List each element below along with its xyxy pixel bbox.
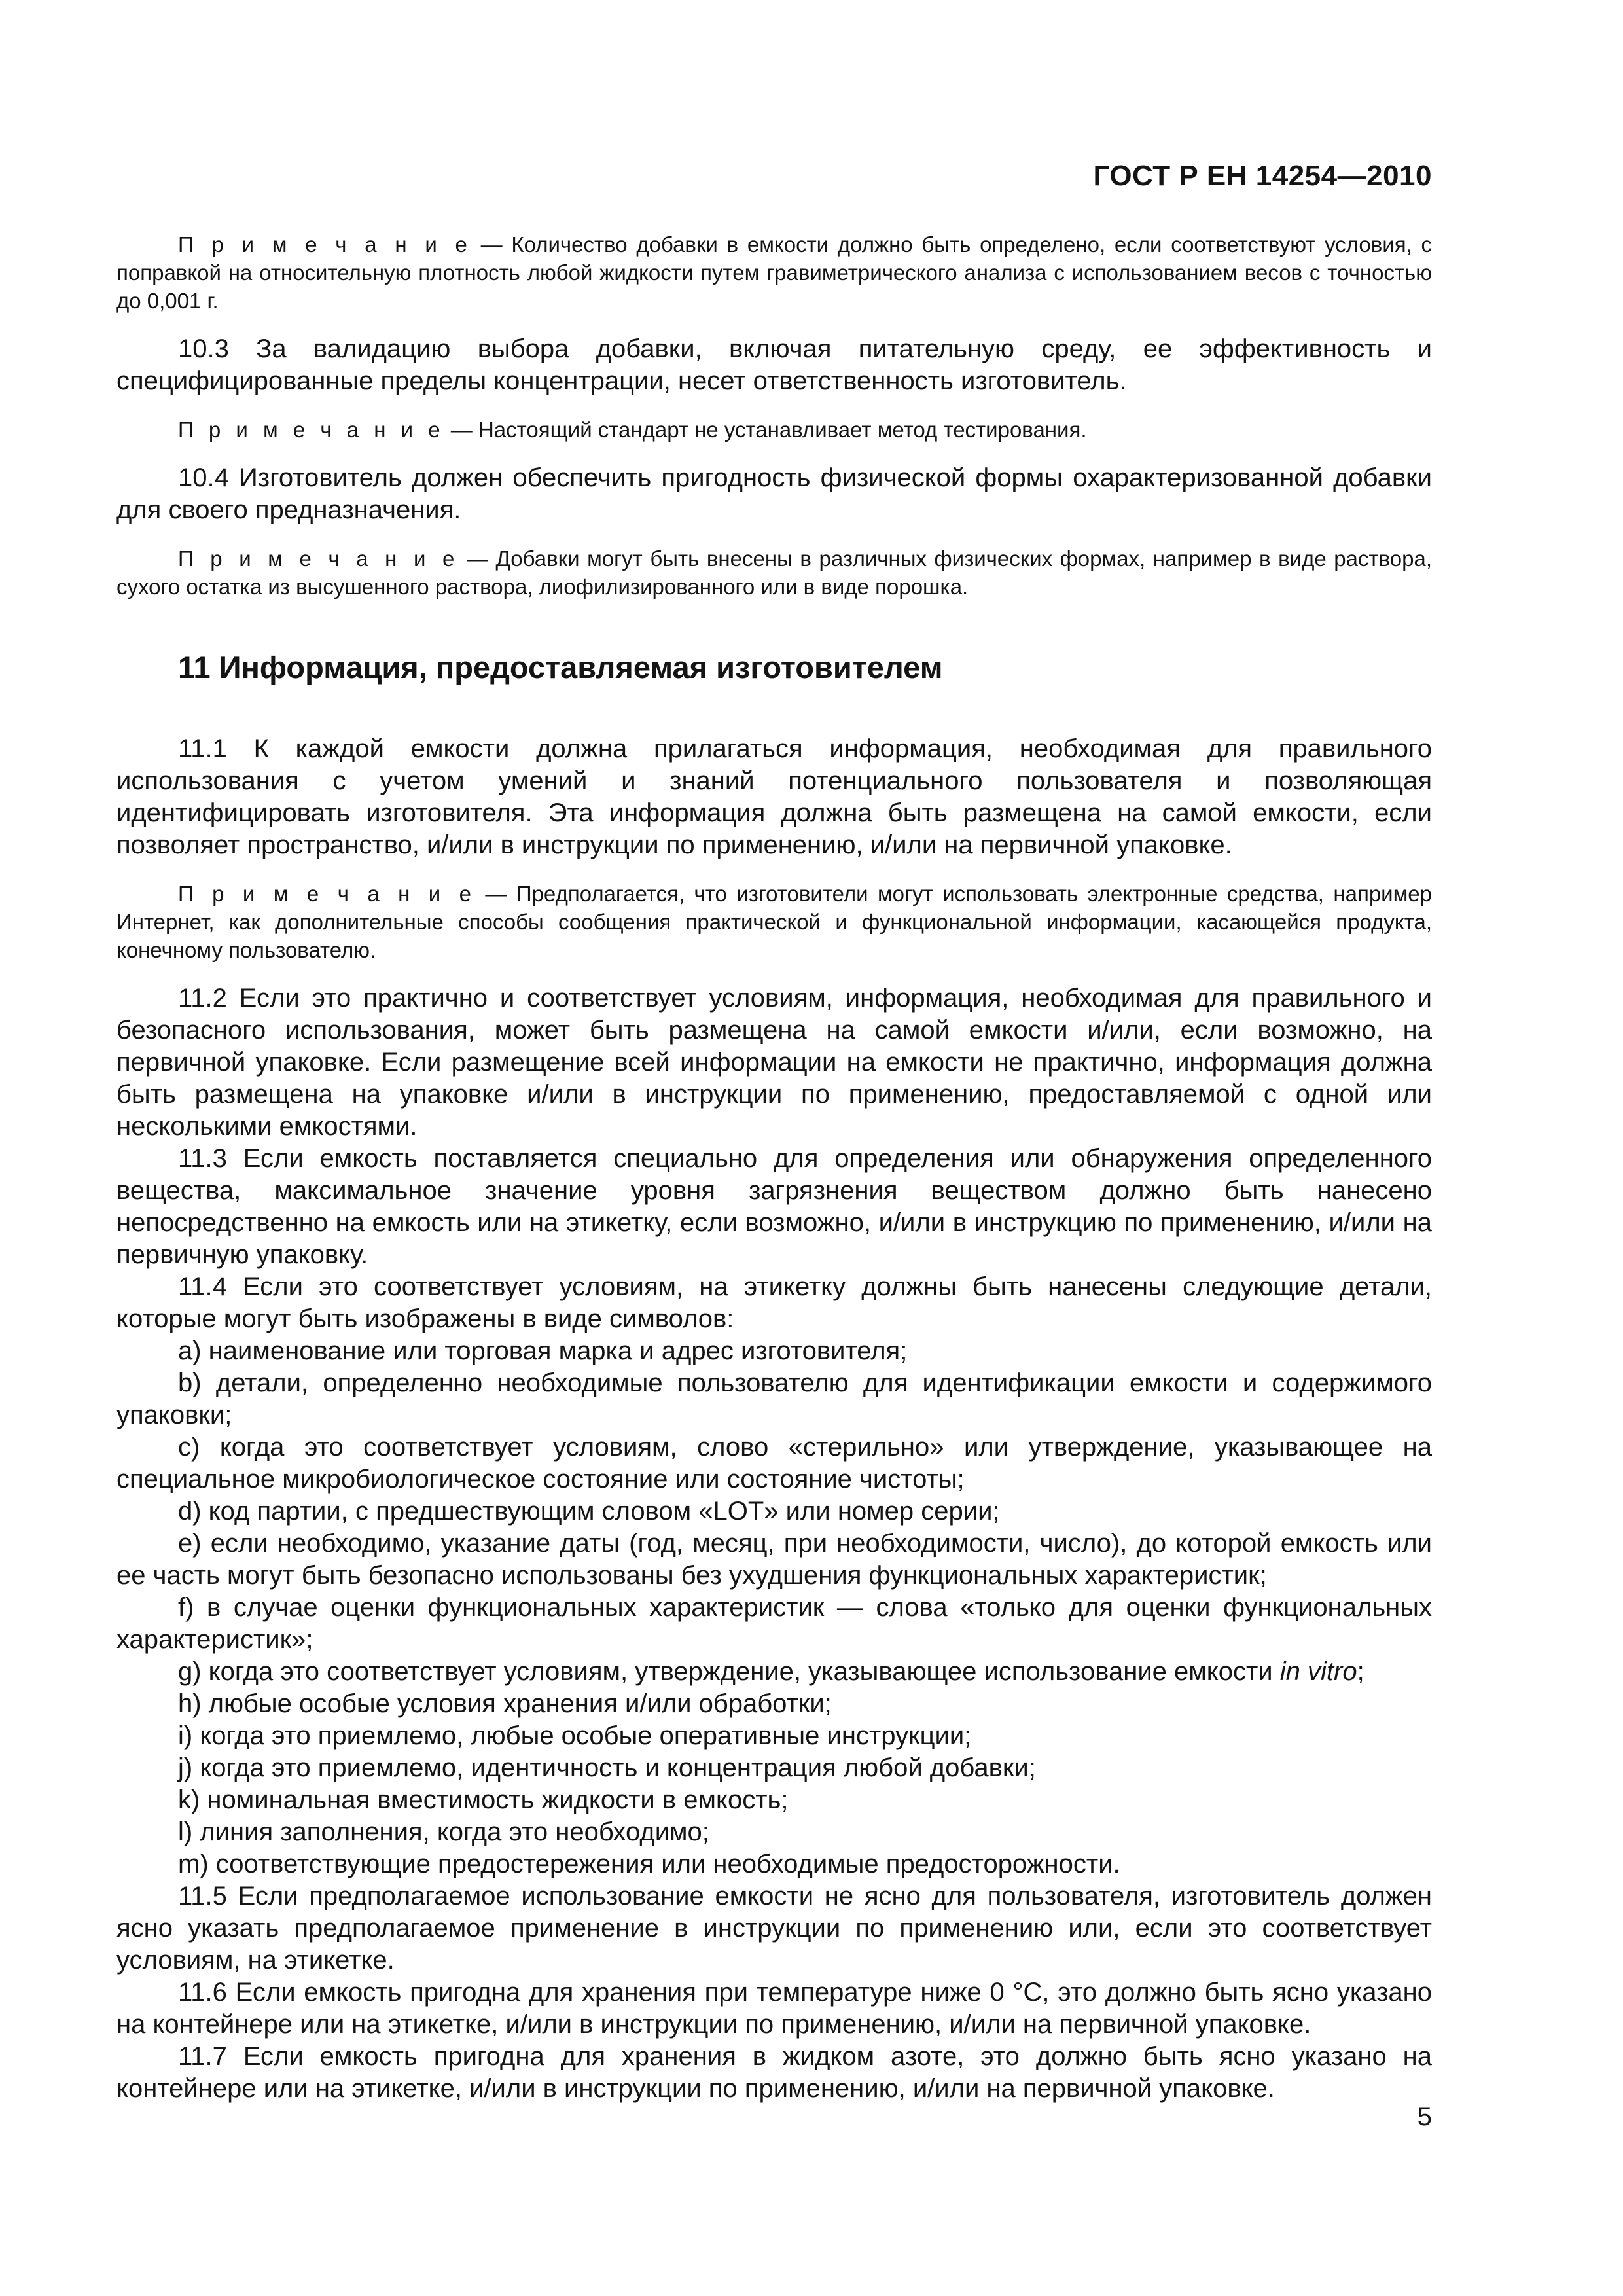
page-content (116, 230, 1432, 2105)
list-item-h: h) любые особые условия хранения и/или обработки; (178, 1689, 832, 1718)
list-item-g-italic: in vitro (1279, 1657, 1357, 1686)
paragraph-10-3: 10.3 За валидацию выбора добавки, включая питательную среду, ее эффективность и специфицированные пределы концентрации, несет ответственность изготовитель. (116, 334, 1432, 395)
note-text: — Настоящий стандарт не устанавливает метод тестирования. (444, 418, 1087, 442)
section-title: 11 Информация, предоставляемая изготовителем (178, 650, 943, 685)
note-text: — Предполагается, что изготовители могут использовать электронные средства, например Интернет, как дополнительные способы сообщения практической и функциональной информации, касающейся продукта, конечному пользователю. (116, 882, 1433, 962)
list-item-k: k) номинальная вместимость жидкости в емкость; (178, 1785, 789, 1814)
paragraph-11-7: 11.7 Если емкость пригодна для хранения в жидком азоте, это должно быть ясно указано на контейнере или на этикетке, и/или в инструкции по применению, и/или на первичной упаковке. (116, 2042, 1432, 2103)
list-item-g (116, 1656, 1432, 1688)
note-text: — Добавки могут быть внесены в различных физических формах, например в виде раствора, сухого остатка из высушенного раствора, лиофилизированного или в виде порошка. (116, 547, 1432, 599)
note-label: П р и м е ч а н и е (178, 882, 476, 906)
note-label: П р и м е ч а н и е (178, 232, 472, 257)
note-4 (116, 880, 1432, 964)
list-item-d: d) код партии, с предшествующим словом «LOT» или номер серии; (178, 1497, 1000, 1526)
note-text: — Количество добавки в емкости должно быть определено, если соответствуют условия, с поправкой на относительную плотность любой жидкости путем гравиметрического анализа с использованием весов с точностью до 0,001 г. (116, 232, 1432, 313)
page-number: 5 (1417, 2102, 1432, 2131)
paragraph-10-4: 10.4 Изготовитель должен обеспечить пригодность физической формы охарактеризованной добавки для своего предназначения. (116, 463, 1432, 524)
list-item-e: е) если необходимо, указание даты (год, месяц, при необходимости, число), до которой емкость или ее часть могут быть безопасно использованы без ухудшения функциональных характеристик; (116, 1529, 1432, 1590)
list-item-l: l) линия заполнения, когда это необходимо; (178, 1818, 709, 1846)
note-label: П р и м е ч а н и е (178, 418, 445, 442)
note-label: П р и м е ч а н и е (178, 547, 459, 571)
list-item-g-text: g) когда это соответствует условиям, утверждение, указывающее использование емкости (178, 1657, 1280, 1686)
list-item-j: j) когда это приемлемо, идентичность и концентрация любой добавки; (178, 1753, 1036, 1782)
paragraph-11-4: 11.4 Если это соответствует условиям, на этикетку должны быть нанесены следующие детали, которые могут быть изображены в виде символов: (116, 1272, 1432, 1333)
list-item-i: i) когда это приемлемо, любые особые оперативные инструкции; (178, 1721, 972, 1750)
note-1 (116, 230, 1432, 315)
note-3 (116, 545, 1432, 601)
list-item-m: m) соответствующие предостережения или необходимые предосторожности. (178, 1850, 1120, 1878)
note-2 (116, 416, 1432, 444)
paragraph-11-6: 11.6 Если емкость пригодна для хранения при температуре ниже 0 °С, это должно быть ясно указано на контейнере или на этикетке, и/или в инструкции по применению, и/или на первичной упаковке. (116, 1978, 1432, 2039)
list-item-b: b) детали, определенно необходимые пользователю для идентификации емкости и содержимого упаковки; (116, 1369, 1432, 1429)
paragraph-11-1: 11.1 К каждой емкости должна прилагаться информация, необходимая для правильного использования с учетом умений и знаний потенциального пользователя и позволяющая идентифицировать изготовителя. Эта информация должна быть размещена на самой емкости, если позволяет пространство, и/или в инструкции по применению, и/или на первичной упаковке. (116, 734, 1432, 859)
paragraph-11-5: 11.5 Если предполагаемое использование емкости не ясно для пользователя, изготовитель должен ясно указать предполагаемое применение в инструкции по применению или, если это соответствует условиям, на этикетке. (116, 1882, 1432, 1975)
paragraph-11-2: 11.2 Если это практично и соответствует условиям, информация, необходимая для правильного и безопасного использования, может быть размещена на самой емкости и/или, если возможно, на первичной упаковке. Если размещение всей информации на емкости не практично, информация должна быть размещена на упаковке и/или в инструкции по применению, предоставляемой с одной или несколькими емкостями. (116, 984, 1432, 1141)
list-item-f: f) в случае оценки функциональных характеристик — слова «только для оценки функциональных характеристик»; (116, 1593, 1432, 1654)
list-item-c: с) когда это соответствует условиям, слово «стерильно» или утверждение, указывающее на специальное микробиологическое состояние или состояние чистоты; (116, 1433, 1432, 1494)
list-item-g-end: ; (1357, 1657, 1364, 1686)
paragraph-11-3: 11.3 Если емкость поставляется специально для определения или обнаружения определенного вещества, максимальное значение уровня загрязнения веществом должно быть нанесено непосредственно на емкость или на этикетку, если возможно, и/или в инструкцию по применению, и/или на первичную упаковку. (116, 1144, 1432, 1269)
list-item-a: а) наименование или торговая марка и адрес изготовителя; (178, 1336, 908, 1365)
document-id-header: ГОСТ Р ЕН 14254—2010 (1093, 160, 1432, 192)
